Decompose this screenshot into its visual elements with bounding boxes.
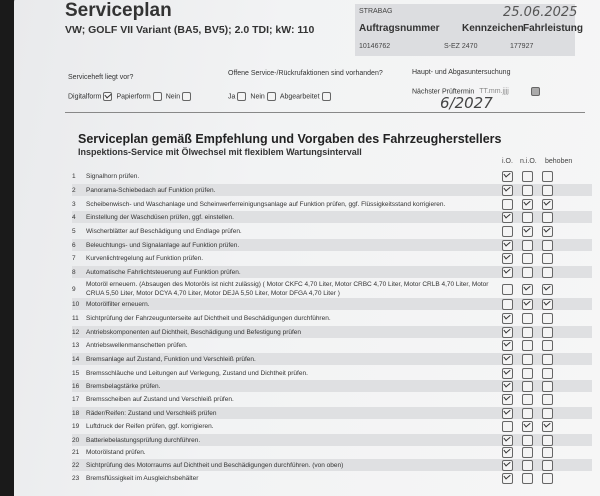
checkbox-nio[interactable] — [522, 327, 533, 338]
checkbox-nio[interactable] — [522, 460, 533, 471]
checklist-row — [72, 380, 592, 392]
recall-question: Offene Service-/Rückrufaktionen sind vorhanden? — [228, 70, 383, 77]
item-text: Motoröl erneuern. (Absaugen des Motoröls ist nicht zulässig) ( Motor CKFC 4,70 Liter, Motor CRBC 4,70 Liter, Motor CRLB 4,70 Liter, Motor CRUA 5,50 Liter, Motor DCYA 4,70 Liter, Motor DEJA 5,50 Liter, Motor DFGA 4,70 Liter ) — [86, 281, 489, 297]
checkbox-io[interactable] — [502, 185, 513, 196]
checkbox-behoben[interactable] — [542, 473, 553, 484]
checkbox-io[interactable] — [502, 435, 513, 446]
item-checkboxes — [502, 354, 553, 365]
section-subtitle: Inspektions-Service mit Ölwechsel mit flexiblem Wartungsintervall — [78, 147, 362, 157]
item-checkboxes — [502, 435, 553, 446]
item-checkboxes — [502, 447, 553, 458]
checkbox-nio[interactable] — [522, 340, 533, 351]
item-checkboxes — [502, 212, 553, 223]
checkbox-behoben[interactable] — [542, 226, 553, 237]
checkbox-nio[interactable] — [522, 199, 533, 210]
checkbox[interactable] — [267, 92, 276, 101]
item-text: Panorama-Schiebedach auf Funktion prüfen. — [86, 186, 216, 194]
item-checkboxes — [502, 240, 553, 251]
checklist-row — [72, 184, 592, 196]
item-number: 22 — [72, 461, 80, 469]
item-text: Luftdruck der Reifen prüfen, ggf. korrigieren. — [86, 422, 214, 430]
checklist-row — [72, 298, 592, 310]
item-text: Automatische Fahrlichtsteuerung auf Funktion prüfen. — [86, 268, 241, 276]
checkbox-io[interactable] — [502, 473, 513, 484]
checkbox-behoben[interactable] — [542, 171, 553, 182]
item-checkboxes — [502, 313, 553, 324]
item-text: Kurvenlichtregelung auf Funktion prüfen. — [86, 254, 204, 262]
item-checkboxes — [502, 171, 553, 182]
item-checkboxes — [502, 421, 553, 432]
checkbox-nio[interactable] — [522, 267, 533, 278]
divider — [65, 112, 585, 113]
item-number: 5 — [72, 227, 76, 235]
checklist-row — [72, 367, 592, 379]
checklist-row — [72, 459, 592, 471]
checkbox-behoben[interactable] — [542, 185, 553, 196]
hu-handwritten-date: 6/2027 — [440, 94, 493, 112]
checkbox-behoben[interactable] — [542, 284, 553, 295]
item-number: 16 — [72, 382, 80, 390]
item-number: 15 — [72, 369, 80, 377]
checkbox-behoben[interactable] — [542, 394, 553, 405]
item-checkboxes — [502, 381, 553, 392]
item-text: Antriebswellenmanschetten prüfen. — [86, 341, 188, 349]
checkbox-behoben[interactable] — [542, 340, 553, 351]
checkbox-behoben[interactable] — [542, 354, 553, 365]
handwritten-date: 25.06.2025 — [503, 5, 578, 20]
item-number: 13 — [72, 341, 80, 349]
checkbox[interactable] — [153, 92, 162, 101]
item-number: 8 — [72, 268, 76, 276]
order-info-box — [355, 4, 584, 56]
item-checkboxes — [502, 394, 553, 405]
item-checkboxes — [502, 473, 553, 484]
serviceheft-options — [68, 92, 195, 101]
checkbox-io[interactable] — [502, 460, 513, 471]
mileage-value: 177927 — [510, 43, 534, 50]
checkbox-behoben[interactable] — [542, 267, 553, 278]
checkbox[interactable] — [103, 92, 112, 101]
checkbox-nio[interactable] — [522, 435, 533, 446]
checkbox-nio[interactable] — [522, 212, 533, 223]
option-label: Nein — [250, 93, 265, 101]
checkbox-behoben[interactable] — [542, 253, 553, 264]
item-text: Batteriebelastungsprüfung durchführen. — [86, 436, 201, 444]
checkbox-nio[interactable] — [522, 421, 533, 432]
checklist-row — [72, 312, 592, 324]
item-number: 9 — [72, 285, 76, 293]
item-text: Bremsanlage auf Zustand, Funktion und Verschleiß prüfen. — [86, 355, 256, 363]
item-number: 11 — [72, 314, 79, 322]
checkbox-io[interactable] — [502, 199, 513, 210]
column-nio: n.i.O. — [520, 158, 537, 165]
item-checkboxes — [502, 284, 553, 295]
checkbox-nio[interactable] — [522, 408, 533, 419]
item-checkboxes — [502, 185, 553, 196]
option-label: Digitalform — [68, 93, 102, 101]
column-io: i.O. — [502, 158, 513, 165]
checklist-row — [72, 326, 592, 338]
checkbox-behoben[interactable] — [542, 447, 553, 458]
item-text: Bremsscheiben auf Zustand und Verschleiß prüfen. — [86, 395, 234, 403]
checklist-row — [72, 434, 592, 446]
checkbox-behoben[interactable] — [542, 381, 553, 392]
column-behoben: behoben — [545, 158, 573, 165]
option-label: Nein — [165, 93, 181, 101]
checkbox-io[interactable] — [502, 381, 513, 392]
item-text: Bremsflüssigkeit im Ausgleichsbehälter — [86, 474, 199, 482]
checkbox-nio[interactable] — [522, 284, 533, 295]
item-checkboxes — [502, 408, 553, 419]
checkbox-io[interactable] — [502, 267, 513, 278]
checkbox[interactable] — [182, 92, 191, 101]
checklist-row — [72, 252, 592, 264]
calendar-icon[interactable] — [531, 87, 540, 96]
item-checkboxes — [502, 327, 553, 338]
checklist-row — [72, 225, 592, 237]
recall-options — [228, 92, 335, 101]
item-text: Sichtprüfung des Motorraums auf Dichtheit und Beschädigungen durchführen. (von oben) — [86, 461, 344, 469]
checkbox-io[interactable] — [502, 171, 513, 182]
item-number: 19 — [72, 422, 80, 430]
item-number: 20 — [72, 436, 80, 444]
checkbox-behoben[interactable] — [542, 368, 553, 379]
item-text: Räder/Reifen: Zustand und Verschleiß prüfen — [86, 409, 217, 417]
item-number: 12 — [72, 328, 80, 336]
hu-next-label: Nächster Prüftermin — [412, 88, 475, 96]
checkbox-io[interactable] — [502, 340, 513, 351]
item-number: 1 — [72, 172, 76, 180]
item-number: 17 — [72, 395, 80, 403]
checkbox-nio[interactable] — [522, 394, 533, 405]
checkbox-behoben[interactable] — [542, 408, 553, 419]
item-text: Sichtprüfung der Fahrzeugunterseite auf Dichtheit und Beschädigungen durchführen. — [86, 314, 331, 322]
checklist-row — [72, 393, 592, 405]
order-number-label: Auftragsnummer — [359, 23, 440, 34]
hu-date-field[interactable]: TT.mm.jjjj — [479, 88, 509, 96]
option-label: Abgearbeitet — [279, 93, 320, 101]
checklist-row — [72, 446, 592, 458]
checkbox-behoben[interactable] — [542, 313, 553, 324]
item-text: Wischerblätter auf Beschädigung und Endlage prüfen. — [86, 227, 242, 235]
checkbox-io[interactable] — [502, 394, 513, 405]
brand-label: STRABAG — [359, 8, 393, 15]
checkbox-nio[interactable] — [522, 473, 533, 484]
checklist-row — [72, 407, 592, 419]
checklist-row — [72, 339, 592, 351]
checkbox-nio[interactable] — [522, 299, 533, 310]
plate-label: Kennzeichen — [462, 23, 524, 34]
checkbox[interactable] — [322, 92, 331, 101]
section-title: Serviceplan gemäß Empfehlung und Vorgaben des Fahrzeugherstellers — [78, 132, 502, 146]
checkbox-io[interactable] — [502, 313, 513, 324]
checkbox-behoben[interactable] — [542, 435, 553, 446]
checkbox-io[interactable] — [502, 226, 513, 237]
checkbox-nio[interactable] — [522, 447, 533, 458]
item-number: 2 — [72, 186, 76, 194]
item-text: Scheibenwisch- und Waschanlage und Scheinwerferreinigungsanlage auf Funktion prüfen, ggf. Flüssigkeitsstand korrigieren. — [86, 200, 446, 208]
checklist-row — [72, 280, 592, 298]
item-number: 6 — [72, 241, 76, 249]
item-checkboxes — [502, 299, 553, 310]
item-number: 7 — [72, 254, 76, 262]
checkbox-nio[interactable] — [522, 368, 533, 379]
checkbox-behoben[interactable] — [542, 421, 553, 432]
checkbox-behoben[interactable] — [542, 460, 553, 471]
item-checkboxes — [502, 253, 553, 264]
option-label: Papierform — [116, 93, 151, 101]
plate-value: S-EZ 2470 — [444, 43, 478, 50]
item-number: 18 — [72, 409, 80, 417]
checkbox-nio[interactable] — [522, 354, 533, 365]
checkbox-behoben[interactable] — [542, 199, 553, 210]
option-label: Ja — [228, 93, 236, 101]
page-title: Serviceplan — [65, 0, 172, 21]
checkbox-nio[interactable] — [522, 381, 533, 392]
item-number: 4 — [72, 213, 76, 221]
checkbox-nio[interactable] — [522, 226, 533, 237]
item-number: 23 — [72, 474, 80, 482]
checkbox[interactable] — [237, 92, 246, 101]
checklist-row — [72, 472, 592, 484]
checkbox-behoben[interactable] — [542, 212, 553, 223]
item-text: Bremsbelagstärke prüfen. — [86, 382, 161, 390]
item-text: Motorölstand prüfen. — [86, 448, 146, 456]
checkbox-io[interactable] — [502, 212, 513, 223]
order-number-value: 10146762 — [359, 43, 391, 50]
checkbox-io[interactable] — [502, 408, 513, 419]
checkbox-io[interactable] — [502, 354, 513, 365]
checkbox-nio[interactable] — [522, 185, 533, 196]
item-checkboxes — [502, 340, 553, 351]
item-text: Bremsschläuche und Leitungen auf Verlegung, Zustand und Dichtheit prüfen. — [86, 369, 308, 377]
checkbox-nio[interactable] — [522, 253, 533, 264]
item-number: 21 — [72, 448, 80, 456]
item-checkboxes — [502, 199, 553, 210]
checkbox-nio[interactable] — [522, 171, 533, 182]
checkbox-io[interactable] — [502, 447, 513, 458]
item-number: 10 — [72, 300, 80, 308]
item-text: Einstellung der Waschdüsen prüfen, ggf. einstellen. — [86, 213, 234, 221]
checkbox-io[interactable] — [502, 327, 513, 338]
item-number: 14 — [72, 355, 80, 363]
checkbox-io[interactable] — [502, 299, 513, 310]
item-text: Antriebskomponenten auf Dichtheit, Beschädigung und Befestigung prüfen — [86, 328, 302, 336]
checkbox-behoben[interactable] — [542, 299, 553, 310]
checklist-row — [72, 239, 592, 251]
checkbox-behoben[interactable] — [542, 240, 553, 251]
mileage-label: Fahrleistung — [523, 23, 584, 34]
item-checkboxes — [502, 267, 553, 278]
checkbox-io[interactable] — [502, 421, 513, 432]
checkbox-nio[interactable] — [522, 313, 533, 324]
checklist-row — [72, 211, 592, 223]
item-checkboxes — [502, 226, 553, 237]
vehicle-description: VW; GOLF VII Variant (BA5, BV5); 2.0 TDI; kW: 110 — [65, 24, 315, 36]
item-checkboxes — [502, 460, 553, 471]
serviceheft-question: Serviceheft liegt vor? — [68, 74, 134, 81]
item-text: Signalhorn prüfen. — [86, 172, 140, 180]
hu-label: Haupt- und Abgasuntersuchung — [412, 69, 511, 76]
item-number: 3 — [72, 200, 76, 208]
item-text: Motorölfilter erneuern. — [86, 300, 150, 308]
checklist-row — [72, 198, 592, 210]
item-text: Beleuchtungs- und Signalanlage auf Funktion prüfen. — [86, 241, 240, 249]
checklist-row — [72, 170, 592, 182]
checkbox-io[interactable] — [502, 253, 513, 264]
checkbox-behoben[interactable] — [542, 327, 553, 338]
checkbox-nio[interactable] — [522, 240, 533, 251]
checkbox-io[interactable] — [502, 368, 513, 379]
checklist-row — [72, 266, 592, 278]
checklist-row — [72, 420, 592, 432]
item-checkboxes — [502, 368, 553, 379]
checkbox-io[interactable] — [502, 284, 513, 295]
checklist-row — [72, 353, 592, 365]
checkbox-io[interactable] — [502, 240, 513, 251]
